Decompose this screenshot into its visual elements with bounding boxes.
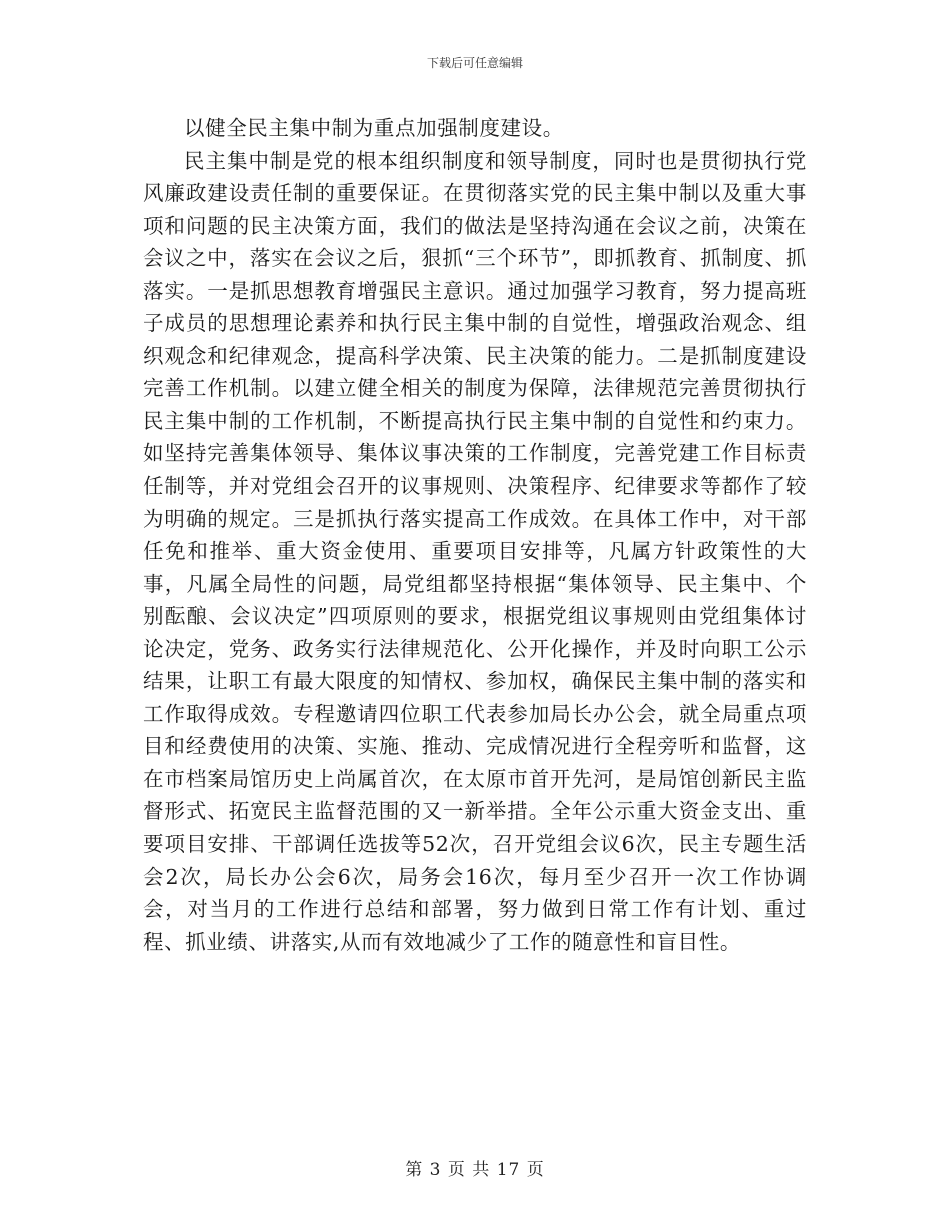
document-body — [143, 112, 807, 958]
body-paragraph: 民主集中制是党的根本组织制度和领导制度，同时也是贯彻执行党风廉政建设责任制的重要保证。在贯彻落实党的民主集中制以及重大事项和问题的民主决策方面，我们的做法是坚持沟通在会议之前，决策在会议之中，落实在会议之后，狠抓“三个环节”，即抓教育、抓制度、抓落实。一是抓思想教育增强民主意识。通过加强学习教育，努力提高班子成员的思想理论素养和执行民主集中制的自觉性，增强政治观念、组织观念和纪律观念，提高科学决策、民主决策的能力。二是抓制度建设完善工作机制。以建立健全相关的制度为保障，法律规范完善贯彻执行民主集中制的工作机制，不断提高执行民主集中制的自觉性和约束力。如坚持完善集体领导、集体议事决策的工作制度，完善党建工作目标责任制等，并对党组会召开的议事规则、决策程序、纪律要求等都作了较为明确的规定。三是抓执行落实提高工作成效。在具体工作中，对干部任免和推举、重大资金使用、重要项目安排等，凡属方针政策性的大事，凡属全局性的问题，局党组都坚持根据“集体领导、民主集中、个别酝酿、会议决定”四项原则的要求，根据党组议事规则由党组集体讨论决定，党务、政务实行法律规范化、公开化操作，并及时向职工公示结果，让职工有最大限度的知情权、参加权，确保民主集中制的落实和工作取得成效。专程邀请四位职工代表参加局长办公会，就全局重点项目和经费使用的决策、实施、推动、完成情况进行全程旁听和监督，这在市档案局馆历史上尚属首次，在太原市首开先河，是局馆创新民主监督形式、拓宽民主监督范围的又一新举措。全年公示重大资金支出、重要项目安排、干部调任选拔等52次，召开党组会议6次，民主专题生活会2次，局长办公会6次，局务会16次，每月至少召开一次工作协调会，对当月的工作进行总结和部署，努力做到日常工作有计划、重过程、抓业绩、讲落实,从而有效地减少了工作的随意性和盲目性。 — [143, 148, 807, 954]
page-number: 第 3 页 共 17 页 — [405, 1160, 545, 1180]
section-heading: 以健全民主集中制为重点加强制度建设。 — [184, 116, 564, 140]
header-note: 下载后可任意编辑 — [426, 56, 523, 70]
